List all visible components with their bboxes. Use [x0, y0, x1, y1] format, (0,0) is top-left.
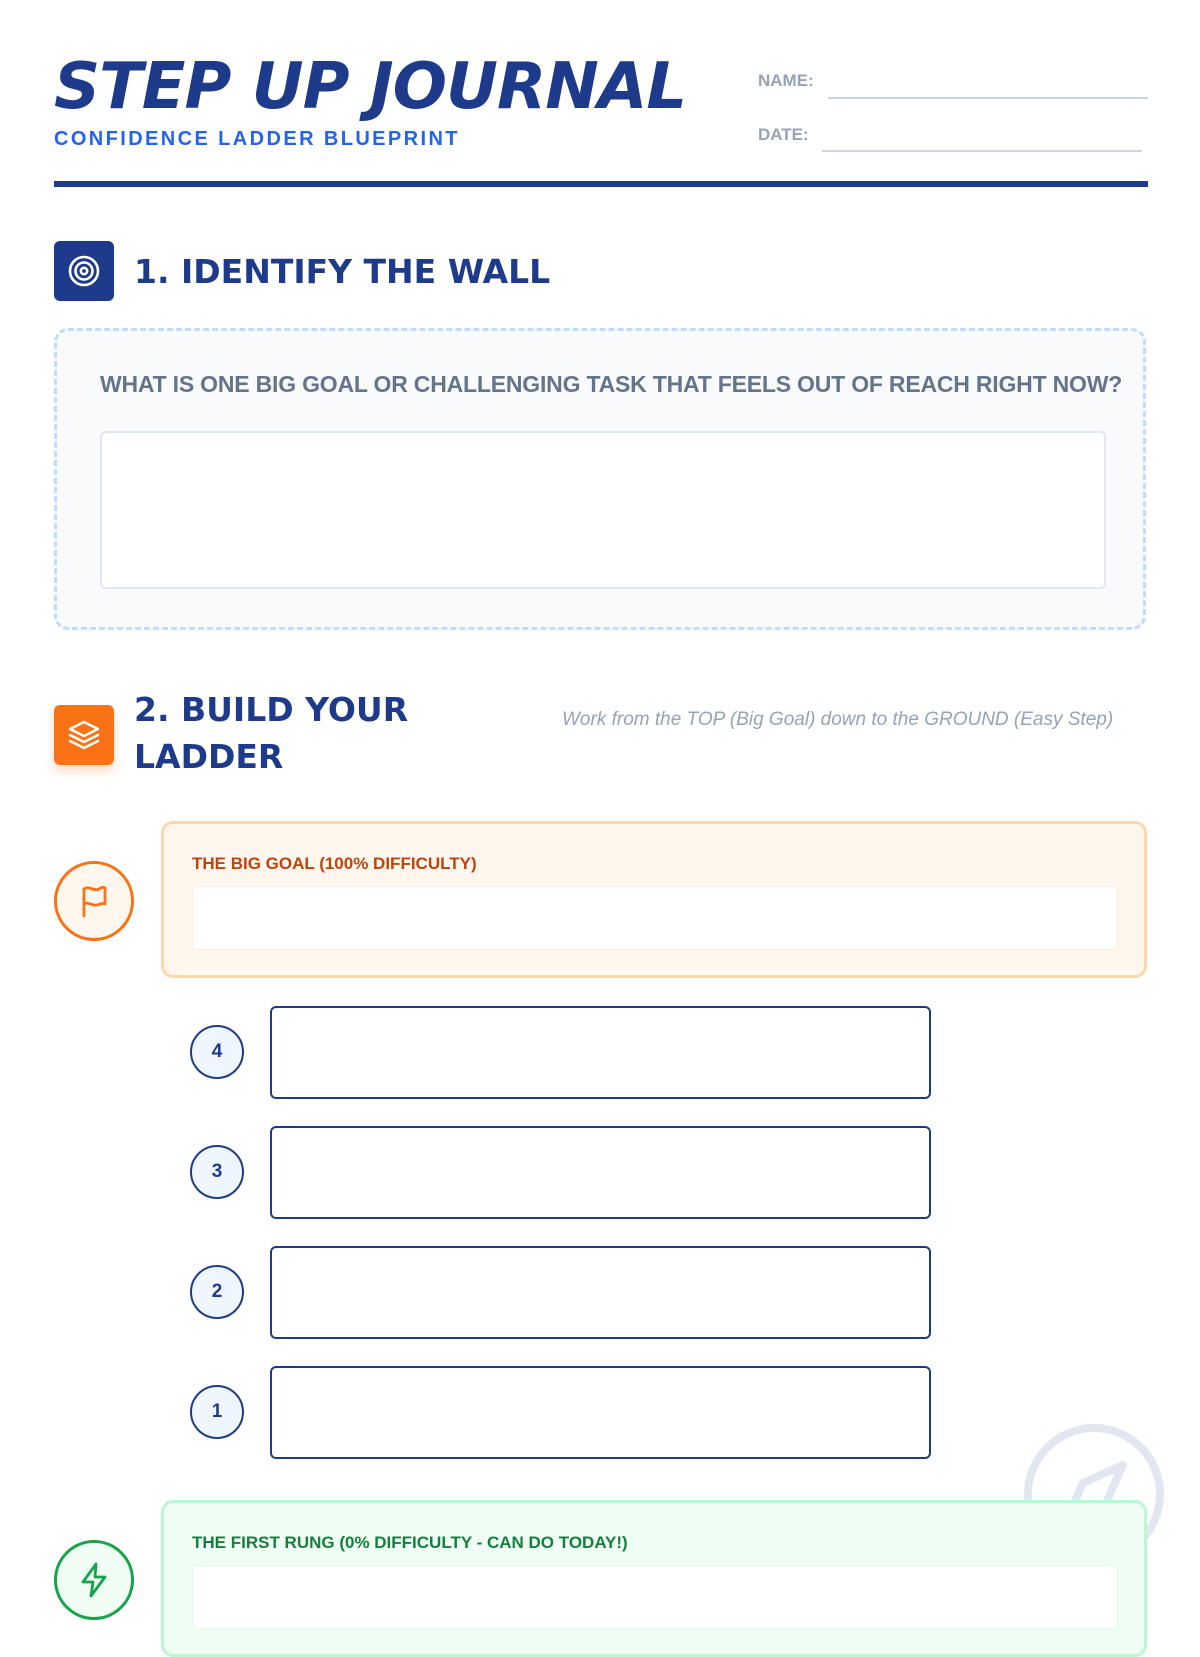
section-1-title: 1. IDENTIFY THE WALL — [134, 252, 551, 291]
first-rung-input[interactable] — [192, 1565, 1118, 1629]
lightning-icon — [54, 1540, 134, 1620]
big-goal-input[interactable] — [192, 886, 1118, 950]
name-label: NAME: — [758, 71, 814, 90]
header-divider — [54, 181, 1148, 187]
rung-3-input[interactable] — [270, 1126, 931, 1219]
first-rung-label: THE FIRST RUNG (0% DIFFICULTY - CAN DO TODAY!) — [192, 1533, 628, 1552]
identify-wall-box — [54, 328, 1146, 630]
rung-number-4: 4 — [190, 1025, 244, 1079]
section-2-title-line2: LADDER — [134, 737, 284, 776]
date-field[interactable] — [822, 150, 1142, 152]
first-rung-box — [161, 1500, 1147, 1657]
target-icon — [54, 241, 114, 301]
flag-icon — [54, 861, 134, 941]
name-field[interactable] — [828, 97, 1148, 99]
wall-question: WHAT IS ONE BIG GOAL OR CHALLENGING TASK THAT FEELS OUT OF REACH RIGHT NOW? — [100, 371, 1123, 397]
page-title: STEP UP JOURNAL — [54, 50, 687, 124]
date-label: DATE: — [758, 125, 809, 144]
rung-number-1: 1 — [190, 1385, 244, 1439]
section-2-title — [134, 686, 408, 780]
rung-number-3: 3 — [190, 1145, 244, 1199]
layers-icon — [54, 705, 114, 765]
big-goal-label: THE BIG GOAL (100% DIFFICULTY) — [192, 854, 477, 873]
rung-2-input[interactable] — [270, 1246, 931, 1339]
rung-4-input[interactable] — [270, 1006, 931, 1099]
wall-answer-field[interactable] — [100, 431, 1106, 589]
section-2-title-line1: 2. BUILD YOUR — [134, 690, 409, 729]
rung-number-2: 2 — [190, 1265, 244, 1319]
page-subtitle: CONFIDENCE LADDER BLUEPRINT — [54, 128, 460, 150]
ladder-instructions: Work from the TOP (Big Goal) down to the GROUND (Easy Step) — [562, 709, 1114, 730]
rung-1-input[interactable] — [270, 1366, 931, 1459]
big-goal-box — [161, 821, 1147, 978]
